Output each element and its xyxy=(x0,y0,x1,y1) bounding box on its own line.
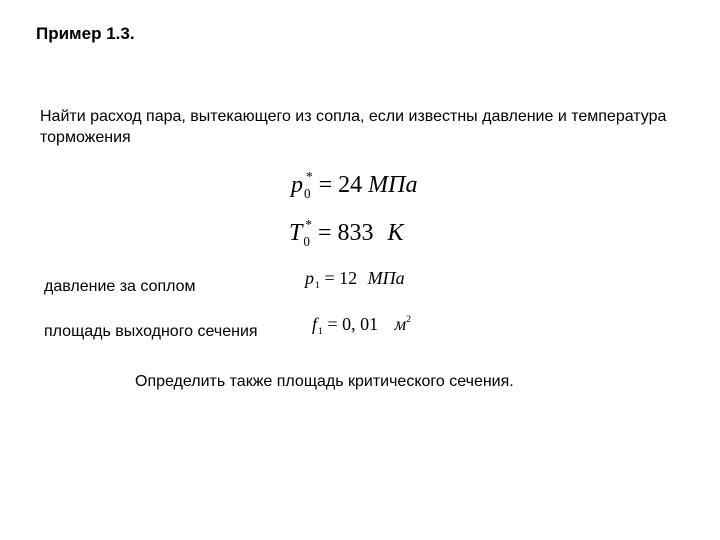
footer-task: Определить также площадь критического сечения. xyxy=(135,373,514,390)
eq-sup: * xyxy=(305,216,312,232)
eq-unit: МПа xyxy=(368,172,418,198)
eq-unit: м xyxy=(394,314,407,334)
eq-value: = 0, 01 xyxy=(327,314,379,334)
eq-value: = 24 xyxy=(318,172,363,198)
problem-statement: Найти расход пара, вытекающего из сопла, если известны давление и температура торможения xyxy=(40,108,667,146)
equation-outlet-pressure xyxy=(305,268,405,292)
eq-sub: 1 xyxy=(315,280,320,292)
eq-var: p xyxy=(305,268,314,288)
eq-sub: 0 xyxy=(304,185,311,201)
label-outlet-area: площадь выходного сечения xyxy=(44,323,258,340)
equation-stagnation-pressure xyxy=(291,168,418,201)
eq-value: = 833 xyxy=(317,220,374,246)
eq-sup: * xyxy=(305,168,313,184)
eq-var: p xyxy=(291,172,303,198)
eq-var: T xyxy=(289,220,303,246)
equation-outlet-area xyxy=(312,313,412,338)
eq-unit-sup: 2 xyxy=(406,313,412,325)
equation-stagnation-temperature xyxy=(289,216,404,249)
eq-sub: 0 xyxy=(303,233,310,249)
eq-sub: 1 xyxy=(318,326,323,338)
eq-value: = 12 xyxy=(324,268,358,288)
eq-var: f xyxy=(312,314,318,334)
eq-unit: К xyxy=(387,220,404,246)
eq-unit: МПа xyxy=(367,268,405,288)
label-pressure-after-nozzle: давление за соплом xyxy=(44,278,196,295)
example-title: Пример 1.3. xyxy=(36,24,135,43)
